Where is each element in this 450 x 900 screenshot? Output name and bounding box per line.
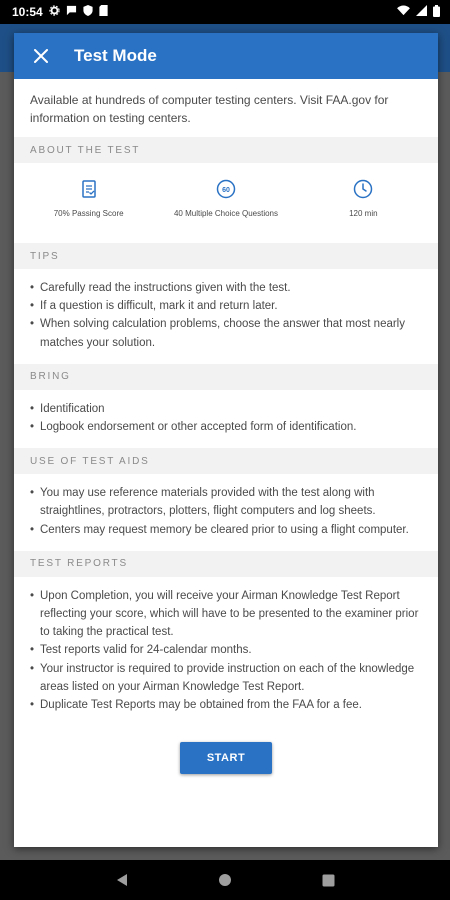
list-item: • Carefully read the instructions given with the test. xyxy=(30,279,422,297)
section-header-tips: TIPS xyxy=(14,243,438,269)
close-button[interactable] xyxy=(30,45,52,67)
stat-duration xyxy=(298,179,428,237)
section-header-about: ABOUT THE TEST xyxy=(14,137,438,163)
test-aids-list xyxy=(14,474,438,551)
clock-icon xyxy=(353,179,373,199)
stat-label: 120 min xyxy=(349,209,378,218)
stat-label: 70% Passing Score xyxy=(53,209,124,218)
section-header-bring: BRING xyxy=(14,364,438,390)
section-header-test-aids: USE OF TEST AIDS xyxy=(14,448,438,474)
status-bar xyxy=(0,0,450,24)
test-reports-list xyxy=(14,577,438,726)
home-circle-icon xyxy=(218,873,232,887)
sixty-circle-icon xyxy=(216,179,236,199)
status-bar-right xyxy=(397,5,440,20)
gear-icon xyxy=(49,5,60,19)
status-time: 10:54 xyxy=(12,5,43,19)
section-header-test-reports: TEST REPORTS xyxy=(14,551,438,577)
back-button[interactable] xyxy=(113,871,131,889)
list-item: • When solving calculation problems, choose the answer that most nearly matches your solution. xyxy=(30,315,422,351)
tips-list xyxy=(14,269,438,364)
list-item: • Duplicate Test Reports may be obtained from the FAA for a fee. xyxy=(30,696,422,714)
navigation-bar xyxy=(0,860,450,900)
bring-list xyxy=(14,390,438,448)
list-item: • Test reports valid for 24-calendar months. xyxy=(30,641,422,659)
back-triangle-icon xyxy=(115,873,129,887)
battery-icon xyxy=(433,5,440,20)
test-mode-dialog xyxy=(14,33,438,847)
start-button-container xyxy=(14,726,438,774)
document-check-icon xyxy=(79,179,99,199)
sd-card-icon xyxy=(99,5,108,19)
start-button[interactable]: START xyxy=(180,742,272,774)
list-item: • Upon Completion, you will receive your Airman Knowledge Test Report reflecting your score, which will have to be presented to the examiner prior to taking the practical test. xyxy=(30,587,422,642)
list-item: • Logbook endorsement or other accepted form of identification. xyxy=(30,418,422,436)
dialog-header xyxy=(14,33,438,79)
intro-text: Available at hundreds of computer testing centers. Visit FAA.gov for information on testing centers. xyxy=(30,93,389,125)
recents-button[interactable] xyxy=(319,871,337,889)
status-bar-left xyxy=(12,5,108,19)
list-item: • Identification xyxy=(30,400,422,418)
stat-questions xyxy=(161,179,291,237)
test-stats xyxy=(14,163,438,243)
list-item: • Your instructor is required to provide instruction on each of the knowledge areas listed on your Airman Knowledge Test Report. xyxy=(30,660,422,696)
stat-passing-score xyxy=(24,179,154,237)
signal-icon xyxy=(416,5,427,19)
list-item: • Centers may request memory be cleared prior to using a flight computer. xyxy=(30,521,422,539)
list-item: • You may use reference materials provided with the test along with straightlines, protractors, plotters, flight computers and log sheets. xyxy=(30,484,422,520)
recents-square-icon xyxy=(322,874,335,887)
stat-label: 40 Multiple Choice Questions xyxy=(173,209,279,218)
dialog-title: Test Mode xyxy=(74,46,157,65)
shield-icon xyxy=(83,5,93,19)
close-icon xyxy=(34,49,48,63)
message-icon xyxy=(66,5,77,19)
wifi-icon xyxy=(397,5,410,19)
svg-text:60: 60 xyxy=(222,187,230,194)
list-item: • If a question is difficult, mark it and return later. xyxy=(30,297,422,315)
home-button[interactable] xyxy=(216,871,234,889)
